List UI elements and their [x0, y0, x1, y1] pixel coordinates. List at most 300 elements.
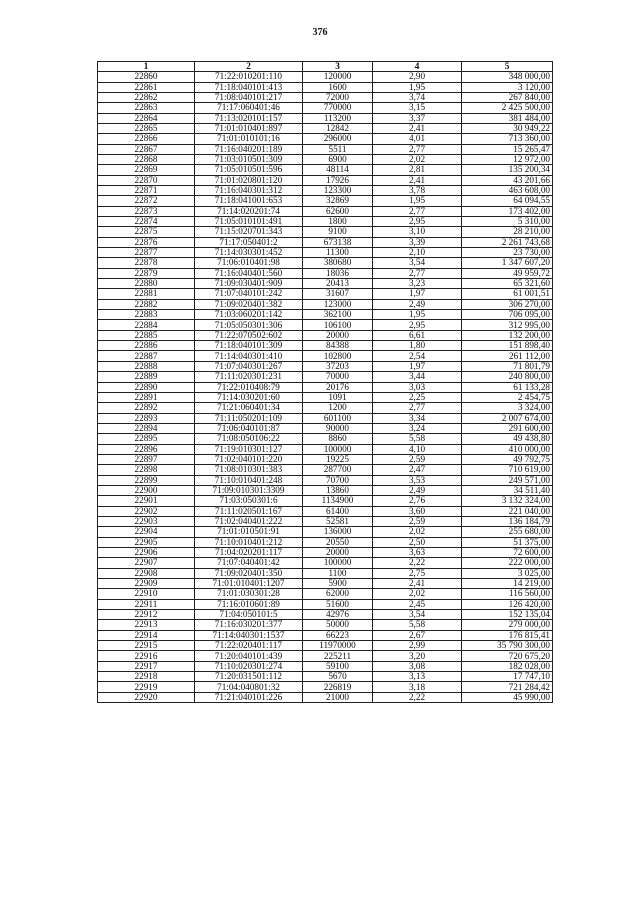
area-cell: 52581	[303, 516, 373, 526]
cadastral-number-cell: 71:01:010101:16	[195, 134, 303, 144]
cadastral-number-cell: 71:18:041001:653	[195, 196, 303, 206]
value-cell: 65 321,60	[462, 279, 553, 289]
cadastral-number-cell: 71:13:020101:157	[195, 113, 303, 123]
table-row	[98, 279, 553, 289]
value-cell: 72 600,00	[462, 548, 553, 558]
value-cell: 463 608,00	[462, 185, 553, 195]
cadastral-number-cell: 71:21:040101:226	[195, 692, 303, 702]
area-cell: 70700	[303, 475, 373, 485]
value-cell: 255 680,00	[462, 527, 553, 537]
rate-cell: 2,22	[373, 558, 462, 568]
row-number-cell: 22900	[98, 485, 195, 495]
cadastral-number-cell: 71:22:020401:117	[195, 641, 303, 651]
cadastral-number-cell: 71:14:040301:1537	[195, 630, 303, 640]
value-cell: 410 000,00	[462, 444, 553, 454]
row-number-cell: 22885	[98, 330, 195, 340]
rate-cell: 3,44	[373, 372, 462, 382]
row-number-cell: 22910	[98, 589, 195, 599]
rate-cell: 2,02	[373, 527, 462, 537]
rate-cell: 2,77	[373, 403, 462, 413]
row-number-cell: 22876	[98, 237, 195, 247]
rate-cell: 2,49	[373, 485, 462, 495]
rate-cell: 2,41	[373, 123, 462, 133]
row-number-cell: 22884	[98, 320, 195, 330]
cadastral-number-cell: 71:22:010408:79	[195, 382, 303, 392]
row-number-cell: 22906	[98, 548, 195, 558]
value-cell: 267 840,00	[462, 92, 553, 102]
rate-cell: 3,54	[373, 610, 462, 620]
area-cell: 84388	[303, 341, 373, 351]
row-number-cell: 22886	[98, 341, 195, 351]
rate-cell: 3,10	[373, 227, 462, 237]
value-cell: 126 420,00	[462, 599, 553, 609]
cadastral-number-cell: 71:21:060401:34	[195, 403, 303, 413]
rate-cell: 2,47	[373, 465, 462, 475]
cadastral-number-cell: 71:09:020401:382	[195, 299, 303, 309]
area-cell: 100000	[303, 444, 373, 454]
area-cell: 106100	[303, 320, 373, 330]
rate-cell: 3,53	[373, 475, 462, 485]
cadastral-number-cell: 71:19:010301:127	[195, 444, 303, 454]
value-cell: 15 265,47	[462, 144, 553, 154]
value-cell: 51 375,00	[462, 537, 553, 547]
cadastral-number-cell: 71:01:020801:120	[195, 175, 303, 185]
rate-cell: 2,77	[373, 268, 462, 278]
row-number-cell: 22914	[98, 630, 195, 640]
row-number-cell: 22896	[98, 444, 195, 454]
table-row	[98, 185, 553, 195]
rate-cell: 3,34	[373, 413, 462, 423]
cadastral-number-cell: 71:01:010401:897	[195, 123, 303, 133]
rate-cell: 2,59	[373, 516, 462, 526]
table-row	[98, 134, 553, 144]
table-row	[98, 485, 553, 495]
area-cell: 5511	[303, 144, 373, 154]
area-cell: 19225	[303, 454, 373, 464]
cadastral-number-cell: 71:04:040801:32	[195, 682, 303, 692]
area-cell: 20176	[303, 382, 373, 392]
table-row	[98, 641, 553, 651]
row-number-cell: 22893	[98, 413, 195, 423]
cadastral-number-cell: 71:07:040401:42	[195, 558, 303, 568]
value-cell: 173 402,00	[462, 206, 553, 216]
area-cell: 51600	[303, 599, 373, 609]
value-cell: 261 112,00	[462, 351, 553, 361]
table-row	[98, 154, 553, 164]
value-cell: 240 800,00	[462, 372, 553, 382]
value-cell: 28 210,00	[462, 227, 553, 237]
table-row	[98, 361, 553, 371]
area-cell: 20413	[303, 279, 373, 289]
area-cell: 1091	[303, 392, 373, 402]
row-number-cell: 22881	[98, 289, 195, 299]
area-cell: 1200	[303, 403, 373, 413]
table-row	[98, 351, 553, 361]
rate-cell: 3,54	[373, 258, 462, 268]
row-number-cell: 22894	[98, 423, 195, 433]
table-row	[98, 527, 553, 537]
value-cell: 152 135,04	[462, 610, 553, 620]
table-row	[98, 330, 553, 340]
cadastral-number-cell: 71:16:040301:312	[195, 185, 303, 195]
table-row	[98, 341, 553, 351]
row-number-cell: 22902	[98, 506, 195, 516]
value-cell: 2 007 674,00	[462, 413, 553, 423]
value-cell: 721 284,42	[462, 682, 553, 692]
area-cell: 6900	[303, 154, 373, 164]
area-cell: 70000	[303, 372, 373, 382]
rate-cell: 2,75	[373, 568, 462, 578]
area-cell: 13860	[303, 485, 373, 495]
table-row	[98, 113, 553, 123]
header-row	[98, 62, 553, 72]
area-cell: 8860	[303, 434, 373, 444]
area-cell: 21000	[303, 692, 373, 702]
cadastral-number-cell: 71:18:040101:309	[195, 341, 303, 351]
area-cell: 62000	[303, 589, 373, 599]
table-row	[98, 682, 553, 692]
rate-cell: 2,59	[373, 454, 462, 464]
cadastral-number-cell: 71:14:030201:60	[195, 392, 303, 402]
row-number-cell: 22861	[98, 82, 195, 92]
table-row	[98, 72, 553, 82]
row-number-cell: 22870	[98, 175, 195, 185]
cadastral-number-cell: 71:10:010401:212	[195, 537, 303, 547]
table-row	[98, 413, 553, 423]
area-cell: 287700	[303, 465, 373, 475]
value-cell: 49 959,72	[462, 268, 553, 278]
value-cell: 3 132 324,00	[462, 496, 553, 506]
area-cell: 380680	[303, 258, 373, 268]
cadastral-number-cell: 71:16:010601:89	[195, 599, 303, 609]
row-number-cell: 22879	[98, 268, 195, 278]
area-cell: 1600	[303, 82, 373, 92]
rate-cell: 3,60	[373, 506, 462, 516]
table-row	[98, 123, 553, 133]
area-cell: 296000	[303, 134, 373, 144]
column-header-4: 4	[373, 62, 462, 72]
row-number-cell: 22901	[98, 496, 195, 506]
table-row	[98, 237, 553, 247]
cadastral-number-cell: 71:15:020701:343	[195, 227, 303, 237]
table-row	[98, 496, 553, 506]
table-row	[98, 289, 553, 299]
value-cell: 249 571,00	[462, 475, 553, 485]
row-number-cell: 22874	[98, 217, 195, 227]
cadastral-number-cell: 71:20:040101:439	[195, 651, 303, 661]
cadastral-number-cell: 71:14:040301:410	[195, 351, 303, 361]
area-cell: 120000	[303, 72, 373, 82]
value-cell: 2 425 500,00	[462, 103, 553, 113]
value-cell: 3 324,00	[462, 403, 553, 413]
value-cell: 291 600,00	[462, 423, 553, 433]
row-number-cell: 22864	[98, 113, 195, 123]
rate-cell: 3,74	[373, 92, 462, 102]
cadastral-number-cell: 71:07:040101:242	[195, 289, 303, 299]
cadastral-number-cell: 71:09:030401:909	[195, 279, 303, 289]
table-row	[98, 475, 553, 485]
row-number-cell: 22920	[98, 692, 195, 702]
row-number-cell: 22877	[98, 248, 195, 258]
rate-cell: 1,80	[373, 341, 462, 351]
table-row	[98, 434, 553, 444]
table-row	[98, 620, 553, 630]
area-cell: 42976	[303, 610, 373, 620]
table-row	[98, 103, 553, 113]
table-row	[98, 465, 553, 475]
table-row	[98, 227, 553, 237]
rate-cell: 1,95	[373, 310, 462, 320]
cadastral-number-cell: 71:08:040101:217	[195, 92, 303, 102]
table-row	[98, 599, 553, 609]
cadastral-number-cell: 71:05:010501:596	[195, 165, 303, 175]
table-row	[98, 403, 553, 413]
rate-cell: 1,97	[373, 361, 462, 371]
rate-cell: 2,41	[373, 175, 462, 185]
cadastral-number-cell: 71:01:030301:28	[195, 589, 303, 599]
value-cell: 45 990,00	[462, 692, 553, 702]
area-cell: 136000	[303, 527, 373, 537]
area-cell: 12842	[303, 123, 373, 133]
area-cell: 90000	[303, 423, 373, 433]
table-header	[98, 62, 553, 72]
value-cell: 43 201,66	[462, 175, 553, 185]
value-cell: 14 219,00	[462, 579, 553, 589]
area-cell: 102800	[303, 351, 373, 361]
area-cell: 11300	[303, 248, 373, 258]
row-number-cell: 22918	[98, 672, 195, 682]
row-number-cell: 22887	[98, 351, 195, 361]
table-row	[98, 568, 553, 578]
rate-cell: 3,20	[373, 651, 462, 661]
area-cell: 20000	[303, 330, 373, 340]
value-cell: 61 133,28	[462, 382, 553, 392]
value-cell: 151 898,40	[462, 341, 553, 351]
table-row	[98, 516, 553, 526]
value-cell: 2 261 743,68	[462, 237, 553, 247]
area-cell: 20000	[303, 548, 373, 558]
value-cell: 5 310,00	[462, 217, 553, 227]
column-header-1: 1	[98, 62, 195, 72]
value-cell: 12 972,00	[462, 154, 553, 164]
page-number: 376	[312, 27, 328, 38]
row-number-cell: 22903	[98, 516, 195, 526]
table-row	[98, 610, 553, 620]
rate-cell: 2,77	[373, 206, 462, 216]
value-cell: 35 790 300,00	[462, 641, 553, 651]
rate-cell: 2,76	[373, 496, 462, 506]
table-row	[98, 548, 553, 558]
table-row	[98, 651, 553, 661]
area-cell: 113200	[303, 113, 373, 123]
row-number-cell: 22871	[98, 185, 195, 195]
row-number-cell: 22917	[98, 661, 195, 671]
row-number-cell: 22919	[98, 682, 195, 692]
rate-cell: 2,67	[373, 630, 462, 640]
rate-cell: 1,95	[373, 82, 462, 92]
table-row	[98, 692, 553, 702]
table-row	[98, 630, 553, 640]
table-row	[98, 579, 553, 589]
value-cell: 312 995,00	[462, 320, 553, 330]
table-row	[98, 248, 553, 258]
land-registry-table	[97, 61, 553, 703]
value-cell: 279 000,00	[462, 620, 553, 630]
row-number-cell: 22891	[98, 392, 195, 402]
area-cell: 72000	[303, 92, 373, 102]
rate-cell: 3,78	[373, 185, 462, 195]
area-cell: 59100	[303, 661, 373, 671]
rate-cell: 3,18	[373, 682, 462, 692]
value-cell: 348 000,00	[462, 72, 553, 82]
row-number-cell: 22865	[98, 123, 195, 133]
area-cell: 31607	[303, 289, 373, 299]
area-cell: 61400	[303, 506, 373, 516]
area-cell: 5900	[303, 579, 373, 589]
value-cell: 116 560,00	[462, 589, 553, 599]
rate-cell: 3,23	[373, 279, 462, 289]
value-cell: 182 028,00	[462, 661, 553, 671]
table-row	[98, 206, 553, 216]
rate-cell: 3,03	[373, 382, 462, 392]
rate-cell: 3,24	[373, 423, 462, 433]
rate-cell: 2,45	[373, 599, 462, 609]
rate-cell: 2,90	[373, 72, 462, 82]
area-cell: 1100	[303, 568, 373, 578]
cadastral-number-cell: 71:06:010401:98	[195, 258, 303, 268]
value-cell: 3 025,00	[462, 568, 553, 578]
rate-cell: 2,95	[373, 320, 462, 330]
cadastral-number-cell: 71:11:050201:109	[195, 413, 303, 423]
area-cell: 1800	[303, 217, 373, 227]
rate-cell: 5,58	[373, 620, 462, 630]
area-cell: 66223	[303, 630, 373, 640]
row-number-cell: 22907	[98, 558, 195, 568]
value-cell: 713 360,00	[462, 134, 553, 144]
value-cell: 1 347 607,20	[462, 258, 553, 268]
rate-cell: 3,37	[373, 113, 462, 123]
rate-cell: 2,95	[373, 217, 462, 227]
area-cell: 100000	[303, 558, 373, 568]
row-number-cell: 22863	[98, 103, 195, 113]
value-cell: 720 675,20	[462, 651, 553, 661]
row-number-cell: 22897	[98, 454, 195, 464]
cadastral-number-cell: 71:03:010501:309	[195, 154, 303, 164]
cadastral-number-cell: 71:22:010201:110	[195, 72, 303, 82]
cadastral-number-cell: 71:09:010301:3309	[195, 485, 303, 495]
rate-cell: 2,02	[373, 589, 462, 599]
area-cell: 62600	[303, 206, 373, 216]
cadastral-number-cell: 71:07:040301:267	[195, 361, 303, 371]
column-header-3: 3	[303, 62, 373, 72]
table-row	[98, 310, 553, 320]
row-number-cell: 22866	[98, 134, 195, 144]
rate-cell: 4,10	[373, 444, 462, 454]
row-number-cell: 22904	[98, 527, 195, 537]
cadastral-number-cell: 71:04:050101:5	[195, 610, 303, 620]
cadastral-number-cell: 71:16:040401:560	[195, 268, 303, 278]
value-cell: 132 200,00	[462, 330, 553, 340]
value-cell: 30 949,22	[462, 123, 553, 133]
cadastral-number-cell: 71:16:030201:377	[195, 620, 303, 630]
column-header-5: 5	[462, 62, 553, 72]
table-row	[98, 82, 553, 92]
row-number-cell: 22860	[98, 72, 195, 82]
area-cell: 601100	[303, 413, 373, 423]
row-number-cell: 22899	[98, 475, 195, 485]
row-number-cell: 22862	[98, 92, 195, 102]
table-row	[98, 537, 553, 547]
rate-cell: 4,01	[373, 134, 462, 144]
value-cell: 221 040,00	[462, 506, 553, 516]
row-number-cell: 22875	[98, 227, 195, 237]
rate-cell: 3,13	[373, 672, 462, 682]
area-cell: 225211	[303, 651, 373, 661]
cadastral-number-cell: 71:14:020201:74	[195, 206, 303, 216]
area-cell: 362100	[303, 310, 373, 320]
row-number-cell: 22869	[98, 165, 195, 175]
cadastral-number-cell: 71:03:050301:6	[195, 496, 303, 506]
value-cell: 64 094,55	[462, 196, 553, 206]
rate-cell: 3,08	[373, 661, 462, 671]
rate-cell: 2,10	[373, 248, 462, 258]
row-number-cell: 22909	[98, 579, 195, 589]
row-number-cell: 22916	[98, 651, 195, 661]
cadastral-number-cell: 71:16:040201:189	[195, 144, 303, 154]
area-cell: 32869	[303, 196, 373, 206]
table-row	[98, 320, 553, 330]
value-cell: 17 747,10	[462, 672, 553, 682]
row-number-cell: 22880	[98, 279, 195, 289]
row-number-cell: 22882	[98, 299, 195, 309]
rate-cell: 6,61	[373, 330, 462, 340]
rate-cell: 2,41	[373, 579, 462, 589]
area-cell: 50000	[303, 620, 373, 630]
table-row	[98, 506, 553, 516]
rate-cell: 2,49	[373, 299, 462, 309]
value-cell: 136 184,79	[462, 516, 553, 526]
value-cell: 222 000,00	[462, 558, 553, 568]
area-cell: 123300	[303, 185, 373, 195]
area-cell: 5670	[303, 672, 373, 682]
column-header-2: 2	[195, 62, 303, 72]
value-cell: 49 438,80	[462, 434, 553, 444]
value-cell: 3 120,00	[462, 82, 553, 92]
table-row	[98, 217, 553, 227]
area-cell: 48114	[303, 165, 373, 175]
rate-cell: 3,15	[373, 103, 462, 113]
table-row	[98, 258, 553, 268]
row-number-cell: 22915	[98, 641, 195, 651]
table-body	[98, 72, 553, 703]
area-cell: 9100	[303, 227, 373, 237]
value-cell: 710 619,00	[462, 465, 553, 475]
row-number-cell: 22911	[98, 599, 195, 609]
table-row	[98, 558, 553, 568]
row-number-cell: 22892	[98, 403, 195, 413]
rate-cell: 3,39	[373, 237, 462, 247]
table-row	[98, 589, 553, 599]
table-row	[98, 661, 553, 671]
area-cell: 1134900	[303, 496, 373, 506]
value-cell: 135 200,34	[462, 165, 553, 175]
value-cell: 34 511,40	[462, 485, 553, 495]
rate-cell: 2,22	[373, 692, 462, 702]
area-cell: 123000	[303, 299, 373, 309]
value-cell: 23 730,00	[462, 248, 553, 258]
row-number-cell: 22908	[98, 568, 195, 578]
cadastral-number-cell: 71:03:060201:142	[195, 310, 303, 320]
